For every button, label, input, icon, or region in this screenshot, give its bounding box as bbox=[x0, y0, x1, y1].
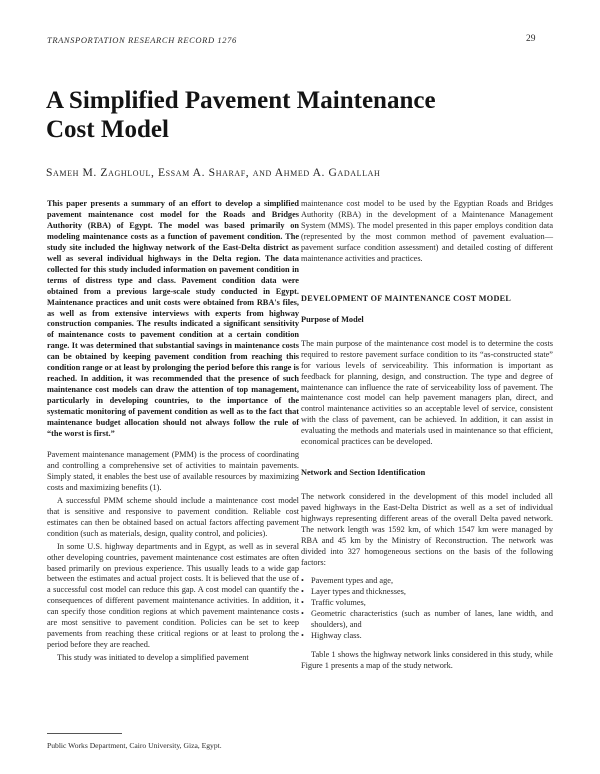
section-heading: DEVELOPMENT OF MAINTENANCE COST MODEL bbox=[301, 293, 512, 303]
right-column bbox=[301, 199, 553, 672]
bullet-icon: • bbox=[301, 608, 304, 618]
body-paragraph: A successful PMM scheme should include a maintenance cost model that is sensitive and responsive to pavement condition. Reliable cost estimates can then be obtained based on actual factors affecting pavement condition (such as materials, design, quality control, and policies). bbox=[47, 495, 299, 538]
list-item-text: Highway class. bbox=[311, 630, 362, 640]
list-item-text: Layer types and thicknesses, bbox=[311, 586, 406, 596]
body-paragraph: This study was initiated to develop a simplified pavement bbox=[57, 653, 249, 663]
body-paragraph: In some U.S. highway departments and in Egypt, as well as in several other developing countries, pavement maintenance cost estimates are often based primarily on previous experience. This usually leads to a wide gap between the estimates and actual project costs. It is believed that the use of a successful cost model can reduce this gap. A cost model can quantify the consequences of different pavement maintenance activities. In addition, it can specify those condition regions at which pavement maintenance costs are most sensitive to pavement condition. Policies can be set to keep pavements from reaching these critical regions or at least to prolong the period before they are reached. bbox=[47, 541, 299, 650]
running-head: TRANSPORTATION RESEARCH RECORD 1276 bbox=[47, 35, 237, 45]
list-item bbox=[301, 609, 553, 631]
bullet-icon: • bbox=[301, 630, 304, 640]
body-paragraph: Table 1 shows the highway network links considered in this study, while Figure 1 presents a map of the study network. bbox=[301, 649, 553, 670]
list-item-text: Geometric characteristics (such as number of lanes, lane width, and shoulders), and bbox=[311, 608, 553, 629]
page-number: 29 bbox=[526, 34, 536, 44]
factor-list bbox=[301, 576, 553, 642]
list-item-text: Traffic volumes, bbox=[311, 597, 366, 607]
paper-title: A Simplified Pavement Maintenance Cost Model bbox=[46, 87, 436, 143]
abstract: This paper presents a summary of an effort to develop a simplified pavement maintenance cost model for the Roads and Bridges Authority (RBA) of Egypt. The model was based primarily on modeling maintenance costs as a function of pavement condition. The study site included the highway network of the East-Delta district as well as several individual highways in the Delta region. The data collected for this study included information on pavement condition in terms of distress type and class. Pavement condition data were obtained from a previous large-scale study conducted in Egypt. Maintenance practices and unit costs were obtained from RBA's files, as well as from extensive interviews with experts from highway construction companies. The results indicated a significant sensitivity of maintenance costs to pavement condition at a certain condition range. It was determined that substantial savings in maintenance costs can be obtained by keeping pavement condition from reaching this condition range or at least by prolonging the period before this range is reached. In addition, it was recommended that the presence of such maintenance cost models can draw the attention of top management, particularly in developing countries, to the importance of the systematic monitoring of pavement condition as well as to the fact that maintenance budget allocation should not always follow the rule of “the worst is first.” bbox=[47, 199, 299, 439]
list-item bbox=[301, 587, 553, 598]
left-column bbox=[47, 199, 299, 664]
bullet-icon: • bbox=[301, 597, 304, 607]
list-item bbox=[301, 576, 553, 587]
footnote-divider bbox=[47, 733, 122, 734]
body-paragraph: The main purpose of the maintenance cost model is to determine the costs required to restore pavement surface condition to its “as-constructed state” for various levels of serviceability. This information is important as feedback for planning, design, and construction. The type and degree of maintenance can influence the rate of serviceability loss of pavement. The maintenance cost model can help pavement managers plan, direct, and control maintenance activities so an acceptable level of service, consistent with the class of pavement, can be achieved. In addition, it can assist in evaluating the methods and materials used in maintenance so that efficient, economical practices can be developed. bbox=[301, 338, 553, 447]
list-item bbox=[301, 598, 553, 609]
author-list: Sameh M. Zaghloul, Essam A. Sharaf, and Ahmed A. Gadallah bbox=[46, 166, 381, 179]
body-paragraph: Pavement maintenance management (PMM) is the process of coordinating and controlling a comprehensive set of activities to maintain pavements. Simply stated, it enables the best use of available resources by maximizing costs and maximizing benefits (1). bbox=[47, 449, 299, 492]
subsection-heading-network: Network and Section Identification bbox=[301, 468, 426, 478]
affiliation-footnote: Public Works Department, Cairo University, Giza, Egypt. bbox=[47, 741, 222, 750]
bullet-icon: • bbox=[301, 586, 304, 596]
list-item-text: Pavement types and age, bbox=[311, 575, 394, 585]
body-paragraph: The network considered in the development of this model included all paved highways in the East-Delta District as well as a set of individual highways representing different areas of the overall Delta paved network. The network length was 1592 km, of which 1547 km were managed by RBA and 45 km by the Ministry of Reconstruction. The network was divided into 327 homogeneous sections on the basis of the following factors: bbox=[301, 492, 553, 567]
bullet-icon: • bbox=[301, 575, 304, 585]
subsection-heading-purpose: Purpose of Model bbox=[301, 314, 364, 324]
body-paragraph: maintenance cost model to be used by the Egyptian Roads and Bridges Authority (RBA) in the development of a Maintenance Management System (MMS). The model presented in this paper employs condition data (represented by the most common method of pavement evaluation—pavement surface condition assessment) and detailed costing of different maintenance activities and practices. bbox=[301, 199, 553, 263]
list-item bbox=[301, 631, 553, 642]
